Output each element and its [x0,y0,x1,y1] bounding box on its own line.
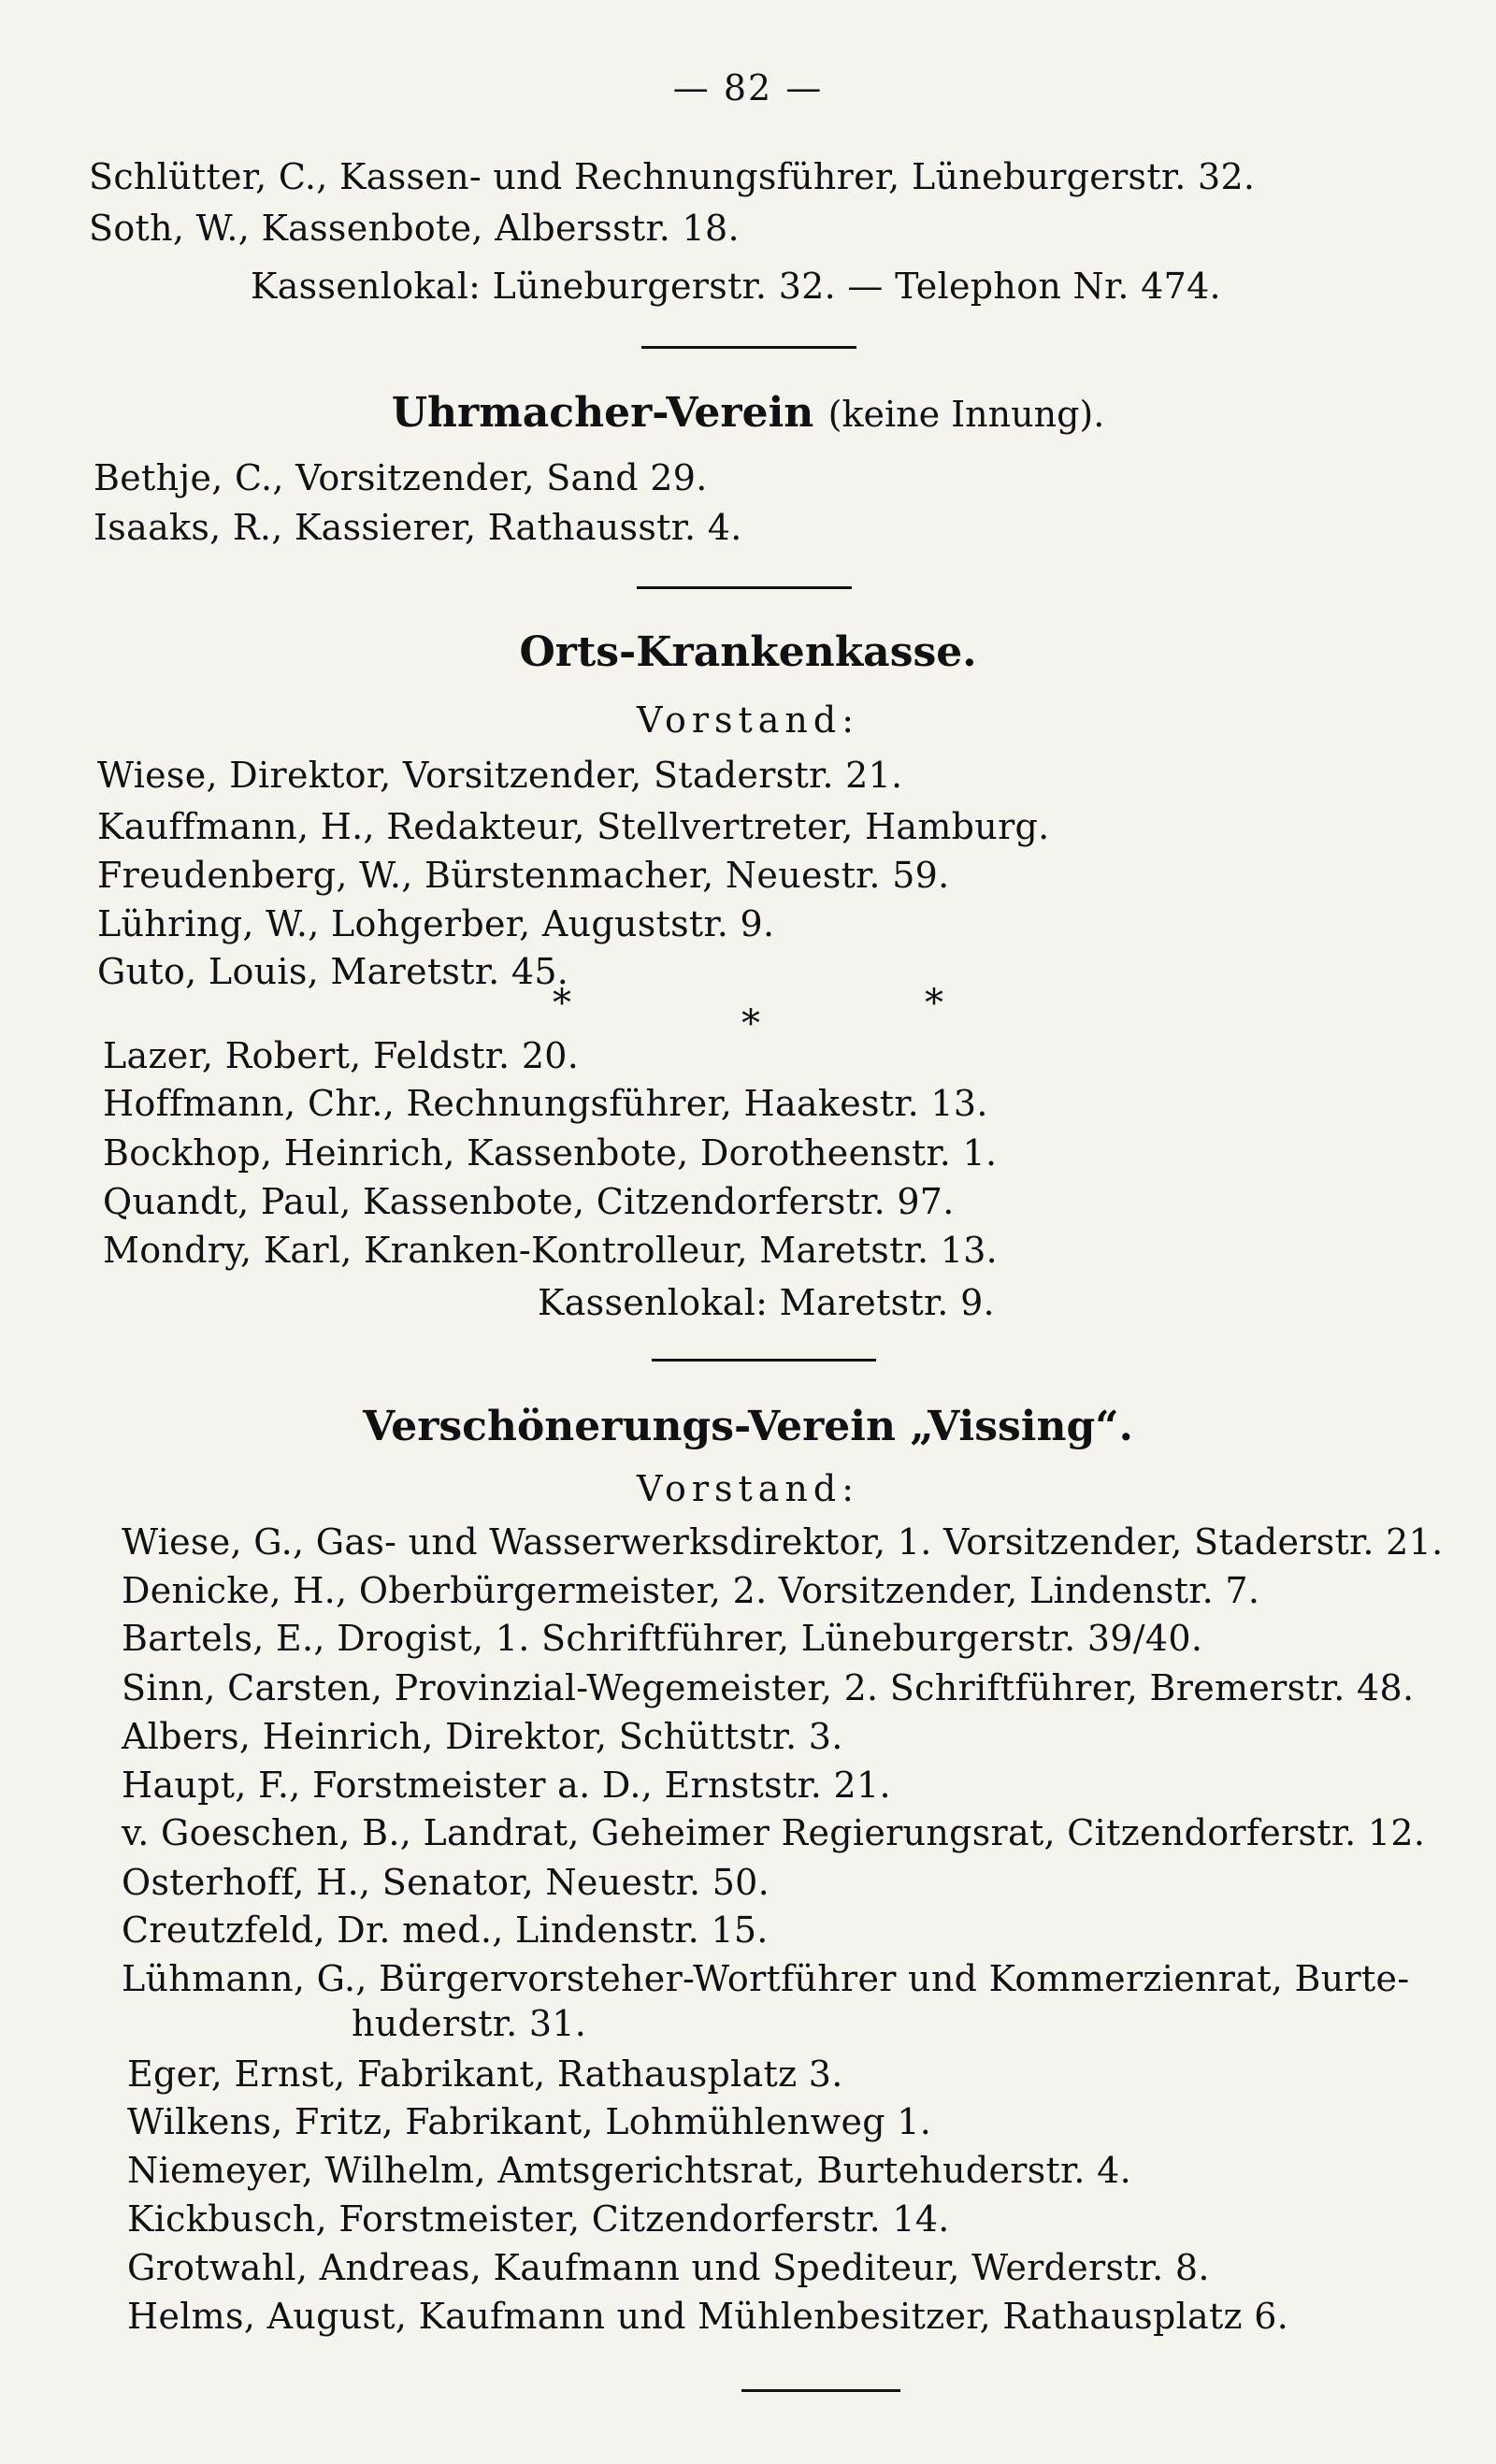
entry-line: Wiese, Direktor, Vorsitzender, Staderstr. 21. [97,755,903,796]
entry-line: Bockhop, Heinrich, Kassenbote, Dorotheenstr. 1. [103,1132,998,1174]
entry-line: Sinn, Carsten, Provinzial-Wegemeister, 2. Schriftführer, Bremerstr. 48. [122,1667,1415,1708]
kassenlokal-line: Kassenlokal: Lüneburgerstr. 32. — Telephon Nr. 474. [251,266,1221,307]
entry-line: Quandt, Paul, Kassenbote, Citzendorferstr. 97. [103,1181,955,1222]
heading-note: (keine Innung). [827,394,1105,435]
section-divider [637,586,852,589]
section-subtitle: Vorstand: [636,699,860,741]
entry-line: Bartels, E., Drogist, 1. Schriftführer, Lüneburgerstr. 39/40. [122,1618,1203,1659]
entry-line: Schlütter, C., Kassen- und Rechnungsführer, Lüneburgerstr. 32. [89,156,1256,197]
entry-line: Freudenberg, W., Bürstenmacher, Neuestr. 59. [97,855,950,896]
entry-line: Lazer, Robert, Feldstr. 20. [103,1035,580,1076]
entry-line: Soth, W., Kassenbote, Albersstr. 18. [89,208,740,249]
section-heading-verschoenerungs-verein: Verschönerungs-Verein „Vissing“. [363,1403,1133,1450]
kassenlokal-line: Kassenlokal: Maretstr. 9. [538,1282,995,1323]
section-divider [652,1359,876,1362]
entry-line: Eger, Ernst, Fabrikant, Rathausplatz 3. [127,2053,843,2095]
entry-line: Hoffmann, Chr., Rechnungsführer, Haakestr. 13. [103,1083,988,1124]
entry-line: Bethje, C., Vorsitzender, Sand 29. [94,457,708,498]
entry-line: Kickbusch, Forstmeister, Citzendorferstr. 14. [127,2198,950,2240]
entry-line: Niemeyer, Wilhelm, Amtsgerichtsrat, Burtehuderstr. 4. [127,2150,1131,2191]
entry-line-continuation: huderstr. 31. [352,2003,587,2044]
entry-line: Haupt, F., Forstmeister a. D., Ernststr. 21. [122,1765,891,1806]
entry-line: v. Goeschen, B., Landrat, Geheimer Regierungsrat, Citzendorferstr. 12. [122,1812,1426,1853]
entry-line: Mondry, Karl, Kranken-Kontrolleur, Maretstr. 13. [103,1230,999,1271]
heading-title: Uhrmacher-Verein [391,389,814,437]
entry-line: Albers, Heinrich, Direktor, Schüttstr. 3. [122,1716,843,1757]
entry-line: Lühmann, G., Bürgervorsteher-Wortführer und Kommerzienrat, Burte- [122,1958,1410,1999]
entry-line: Osterhoff, H., Senator, Neuestr. 50. [122,1862,770,1903]
section-divider [641,346,856,349]
page-number: — 82 — [672,67,824,108]
entry-line: Creutzfeld, Dr. med., Lindenstr. 15. [122,1909,769,1951]
entry-line: Wilkens, Fritz, Fabrikant, Lohmühlenweg 1. [127,2101,932,2142]
section-heading-uhrmacher [0,389,1496,437]
section-heading-orts-krankenkasse: Orts-Krankenkasse. [519,628,977,676]
entry-line: Helms, August, Kaufmann und Mühlenbesitzer, Rathausplatz 6. [127,2296,1289,2337]
entry-line: Lühring, W., Lohgerber, Auguststr. 9. [97,903,775,944]
entry-line: Isaaks, R., Kassierer, Rathausstr. 4. [94,507,742,548]
entry-line: Kauffmann, H., Redakteur, Stellvertreter, Hamburg. [97,806,1050,847]
entry-line: Grotwahl, Andreas, Kaufmann und Spediteur, Werderstr. 8. [127,2247,1210,2288]
section-divider [741,2389,900,2392]
section-subtitle: Vorstand: [636,1468,860,1509]
asterisk: * [741,1002,760,1045]
entry-line: Wiese, G., Gas- und Wasserwerksdirektor, 1. Vorsitzender, Staderstr. 21. [122,1521,1444,1563]
entry-line: Guto, Louis, Maretstr. 45. [97,951,569,992]
entry-line: Denicke, H., Oberbürgermeister, 2. Vorsitzender, Lindenstr. 7. [122,1570,1260,1611]
asterism-separator [0,980,1496,1045]
asterisk: * [553,982,571,1025]
asterisk: * [925,982,943,1025]
